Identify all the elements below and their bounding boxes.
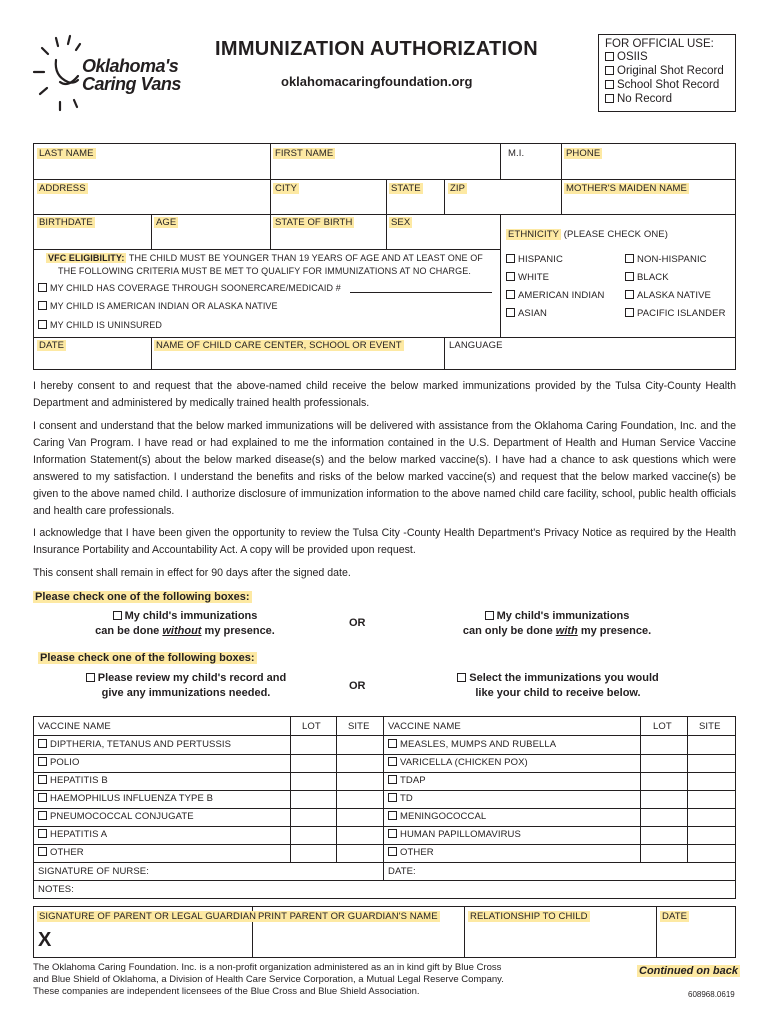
phone-label: PHONE	[566, 148, 601, 159]
checkbox[interactable]	[38, 283, 47, 292]
vaccine-row[interactable]: HEPATITIS A	[38, 829, 107, 840]
vaccine-row[interactable]: POLIO	[38, 757, 80, 768]
checkbox[interactable]	[605, 80, 614, 89]
vaccine-row[interactable]: MEASLES, MUMPS AND RUBELLA	[388, 739, 556, 750]
checkbox[interactable]	[625, 290, 634, 299]
vfc-option-american-indian[interactable]: MY CHILD IS AMERICAN INDIAN OR ALASKA NATIVE	[38, 301, 278, 311]
footer-disclaimer: The Oklahoma Caring Foundation. Inc. is a non-profit organization administered as an in kind gift by Blue Cross and Blue Shield of Oklahoma, a Division of Health Care Service Corporation, a Mutual Legal Reserve Company. These companies are independent licensees of the Blue Cross and Blue Shield Association.	[33, 962, 504, 997]
city-label: CITY	[275, 183, 298, 194]
notes-label: NOTES:	[38, 884, 74, 895]
checkbox[interactable]	[605, 94, 614, 103]
date-label: DATE	[39, 340, 65, 351]
checkbox[interactable]	[38, 847, 47, 856]
logo	[30, 32, 190, 114]
checkbox[interactable]	[605, 66, 614, 75]
choice-heading-1: Please check one of the following boxes:	[35, 591, 250, 603]
signature-x-mark: X	[38, 929, 52, 951]
checkbox[interactable]	[388, 811, 397, 820]
checkbox[interactable]	[506, 254, 515, 263]
form-number: 608968.0619	[688, 990, 735, 999]
consent-paragraph-3: I acknowledge that I have been given the opportunity to review the Tulsa City -County Health Department's Privacy Notice as required by the Health Insurance Portability and Accountability Act. A copy will be provided upon request.	[33, 527, 736, 556]
choice-select-immunizations[interactable]: Select the immunizations you would like your child to receive below.	[440, 671, 676, 701]
vfc-label: VFC ELIGIBILITY:	[48, 253, 125, 263]
info-grid	[33, 143, 736, 370]
official-use-title: FOR OFFICIAL USE:	[605, 38, 714, 50]
ethnicity-option[interactable]: NON-HISPANIC	[625, 254, 707, 265]
logo-line1: Oklahoma's	[82, 56, 179, 76]
checkbox[interactable]	[457, 673, 466, 682]
checkbox[interactable]	[38, 775, 47, 784]
vfc-option-soonercare[interactable]: MY CHILD HAS COVERAGE THROUGH SOONERCARE/MEDICAID #	[38, 283, 341, 293]
official-use-option[interactable]: School Shot Record	[605, 78, 729, 92]
checkbox[interactable]	[38, 829, 47, 838]
checkbox[interactable]	[485, 611, 494, 620]
signature-date-label: DATE	[662, 911, 688, 922]
page-title: IMMUNIZATION AUTHORIZATION	[215, 38, 538, 60]
sex-label: SEX	[391, 217, 411, 228]
ethnicity-option[interactable]: AMERICAN INDIAN	[506, 290, 604, 301]
vaccine-row[interactable]: OTHER	[38, 847, 84, 858]
relationship-label: RELATIONSHIP TO CHILD	[470, 911, 588, 922]
vfc-option-uninsured[interactable]: MY CHILD IS UNINSURED	[38, 320, 162, 330]
last-name-label: LAST NAME	[39, 148, 94, 159]
vaccine-row[interactable]: DIPTHERIA, TETANUS AND PERTUSSIS	[38, 739, 231, 750]
checkbox[interactable]	[38, 811, 47, 820]
nurse-date-label: DATE:	[388, 866, 416, 877]
checkbox[interactable]	[113, 611, 122, 620]
ethnicity-heading: ETHNICITY (PLEASE CHECK ONE)	[508, 229, 668, 240]
checkbox[interactable]	[388, 847, 397, 856]
state-label: STATE	[391, 183, 421, 194]
child-care-center-label: NAME OF CHILD CARE CENTER, SCHOOL OR EVENT	[156, 340, 402, 351]
vaccine-name-header: VACCINE NAME	[38, 721, 111, 732]
checkbox[interactable]	[388, 757, 397, 766]
checkbox[interactable]	[625, 308, 634, 317]
state-of-birth-label: STATE OF BIRTH	[275, 217, 353, 228]
soonercare-number-line[interactable]	[350, 292, 492, 293]
choice-with-presence[interactable]: My child's immunizations can only be done with my presence.	[462, 610, 652, 637]
or-label: OR	[349, 680, 366, 692]
checkbox[interactable]	[506, 290, 515, 299]
language-label: LANGUAGE	[449, 340, 503, 351]
checkbox[interactable]	[605, 52, 614, 61]
mi-label: M.I.	[508, 148, 525, 159]
vaccine-table	[33, 716, 736, 899]
signature-row	[33, 906, 736, 958]
checkbox[interactable]	[38, 320, 47, 329]
parent-signature-label: SIGNATURE OF PARENT OR LEGAL GUARDIAN	[39, 911, 257, 922]
nurse-signature-label: SIGNATURE OF NURSE:	[38, 866, 149, 877]
choice-heading-2: Please check one of the following boxes:	[40, 652, 255, 664]
vaccine-row[interactable]: PNEUMOCOCCAL CONJUGATE	[38, 811, 194, 822]
vfc-text-2: THE FOLLOWING CRITERIA MUST BE MET TO QUALIFY FOR IMMUNIZATIONS AT NO CHARGE.	[58, 266, 471, 276]
vaccine-row[interactable]: OTHER	[388, 847, 434, 858]
first-name-label: FIRST NAME	[275, 148, 334, 159]
checkbox[interactable]	[388, 739, 397, 748]
zip-label: ZIP	[450, 183, 466, 194]
choice-without-presence[interactable]: My child's immunizations can be done without my presence.	[95, 610, 275, 637]
address-label: ADDRESS	[39, 183, 86, 194]
checkbox[interactable]	[38, 739, 47, 748]
site-header: SITE	[699, 721, 721, 732]
checkbox[interactable]	[86, 673, 95, 682]
choice-review-record[interactable]: Please review my child's record and give any immunizations needed.	[68, 671, 304, 701]
checkbox[interactable]	[38, 757, 47, 766]
checkbox[interactable]	[388, 793, 397, 802]
website: oklahomacaringfoundation.org	[281, 74, 473, 89]
vfc-text: VFC ELIGIBILITY: THE CHILD MUST BE YOUNGER THAN 19 YEARS OF AGE AND AT LEAST ONE OF	[48, 253, 483, 263]
official-use-option[interactable]: Original Shot Record	[605, 64, 729, 78]
ethnicity-option[interactable]: PACIFIC ISLANDER	[625, 308, 726, 319]
checkbox[interactable]	[625, 272, 634, 281]
ethnicity-option[interactable]: ASIAN	[506, 308, 547, 319]
ethnicity-option[interactable]: WHITE	[506, 272, 549, 283]
ethnicity-option[interactable]: BLACK	[625, 272, 669, 283]
checkbox[interactable]	[506, 308, 515, 317]
vaccine-name-header: VACCINE NAME	[388, 721, 461, 732]
site-header: SITE	[348, 721, 370, 732]
vaccine-row[interactable]: TDAP	[388, 775, 426, 786]
lot-header: LOT	[302, 721, 321, 732]
checkbox[interactable]	[506, 272, 515, 281]
checkbox[interactable]	[388, 829, 397, 838]
ethnicity-option[interactable]: ALASKA NATIVE	[625, 290, 711, 301]
print-name-label: PRINT PARENT OR GUARDIAN'S NAME	[258, 911, 438, 922]
checkbox[interactable]	[38, 793, 47, 802]
vaccine-row[interactable]: MENINGOCOCCAL	[388, 811, 486, 822]
logo-line2: Caring Vans	[82, 74, 181, 94]
vaccine-row[interactable]: HAEMOPHILUS INFLUENZA TYPE B	[38, 793, 213, 804]
checkbox[interactable]	[388, 775, 397, 784]
consent-paragraph-2: I consent and understand that the below marked immunizations will be delivered with assistance from the Oklahoma Caring Foundation, Inc. and the Caring Van Program. I have read or had explained to me the information contained in the U.S. Department of Health and Human Service Vaccine Information Statement(s) about the below marked disease(s) and the below marked vaccine(s). I have had a chance to ask questions which were answered to my satisfaction. I understand the benefits and risks of the below marked vaccine(s) and request that the below marked vaccine(s) be given to the above named child. I authorize disclosure of immunization information to the above named child care facility, school, public health officials and health care professionals.	[33, 420, 736, 517]
or-label: OR	[349, 617, 366, 629]
vaccine-row[interactable]: HUMAN PAPILLOMAVIRUS	[388, 829, 521, 840]
official-use-option[interactable]: No Record	[605, 92, 729, 106]
consent-paragraph-4: This consent shall remain in effect for 90 days after the signed date.	[33, 567, 351, 579]
consent-paragraph-1: I hereby consent to and request that the above-named child receive the below marked immunizations provided by the Tulsa City-County Health Department and administered by medically trained health professionals.	[33, 380, 736, 409]
age-label: AGE	[156, 217, 177, 228]
official-use-box	[598, 34, 736, 112]
ethnicity-option[interactable]: HISPANIC	[506, 254, 563, 265]
mothers-maiden-name-label: MOTHER'S MAIDEN NAME	[566, 183, 687, 194]
checkbox[interactable]	[625, 254, 634, 263]
vaccine-row[interactable]: VARICELLA (CHICKEN POX)	[388, 757, 528, 768]
continued-on-back: Continued on back	[639, 965, 738, 977]
official-use-option[interactable]: OSIIS	[605, 50, 729, 64]
vaccine-row[interactable]: TD	[388, 793, 413, 804]
vaccine-row[interactable]: HEPATITIS B	[38, 775, 108, 786]
checkbox[interactable]	[38, 301, 47, 310]
birthdate-label: BIRTHDATE	[39, 217, 93, 228]
lot-header: LOT	[653, 721, 672, 732]
